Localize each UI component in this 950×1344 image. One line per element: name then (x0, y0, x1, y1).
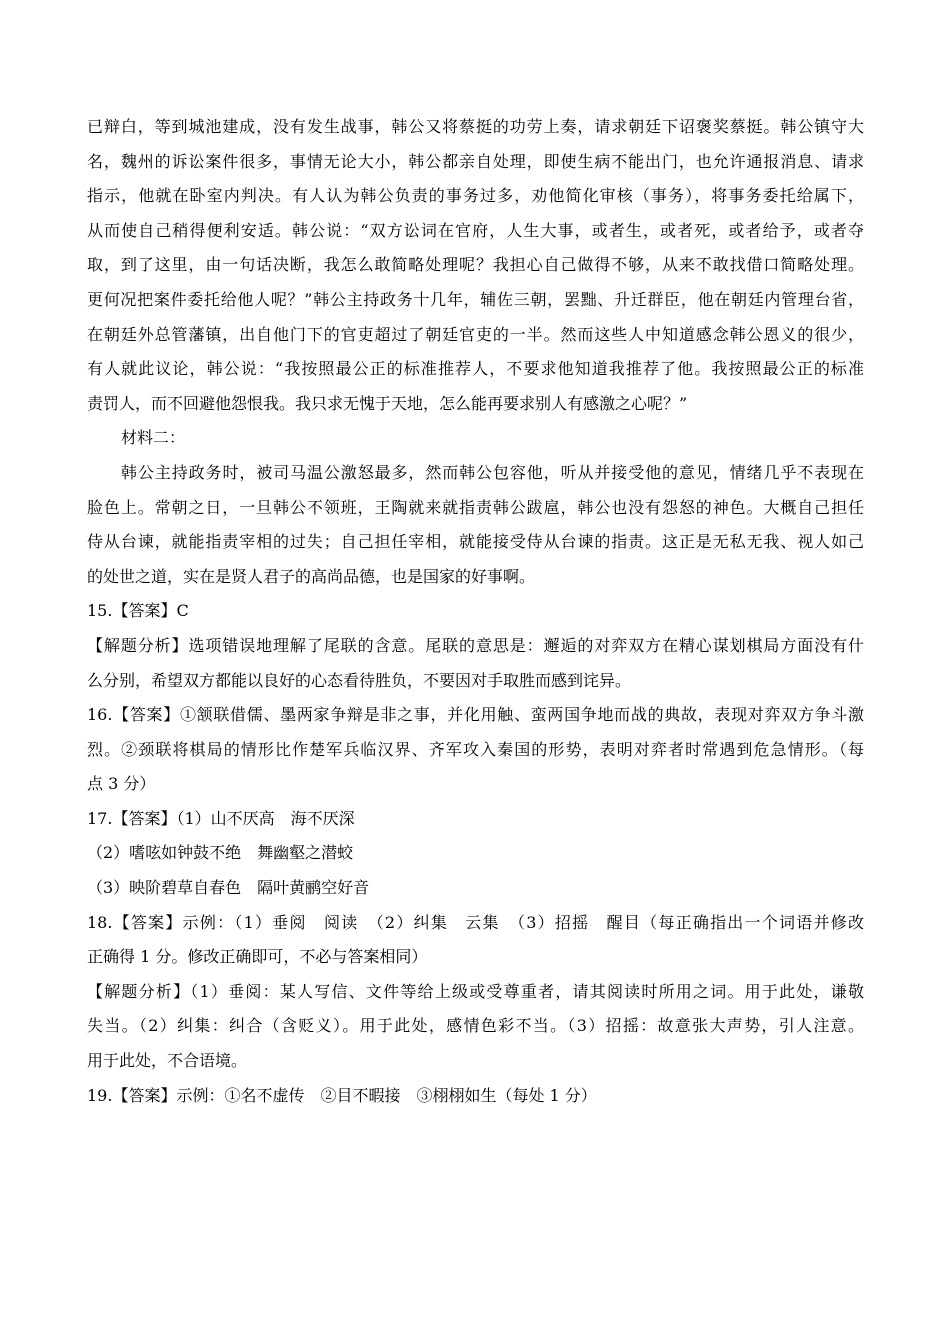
analysis-line: 失当。（2）纠集：纠合（含贬义）。用于此处，感情色彩不当。（3）招摇：故意张大声势，引人注意。 (87, 1016, 864, 1036)
question-17 (87, 802, 864, 906)
answer-item: （2）嗜呟如钟鼓不绝 舞幽壑之潜蛟 (87, 843, 354, 863)
analysis-line: 用于此处，不合语境。 (87, 1051, 248, 1071)
text-line: 更何况把案件委托给他人呢？”韩公主持政务十几年，辅佐三朝，罢黜、升迁群臣，他在朝廷内管理台省， (87, 289, 864, 309)
question-15 (87, 594, 864, 698)
text-line: 名，魏州的诉讼案件很多，事情无论大小，韩公都亲自处理，即使生病不能出门，也允许通报消息、请求 (87, 151, 864, 171)
text-line: 指示，他就在卧室内判决。有人认为韩公负责的事务过多，劝他简化审核（事务），将事务委托给属下， (87, 186, 864, 206)
answer-line: 19.【答案】示例：①名不虚传 ②目不暇接 ③栩栩如生（每处 1 分） (87, 1085, 597, 1105)
material2-section (87, 421, 864, 594)
question-16 (87, 698, 864, 802)
text-line: 取，到了这里，由一句话决断，我怎么敢简略处理呢？我担心自己做得不够，从来不敢找借口简略处理。 (87, 255, 864, 275)
answer-line: 16.【答案】①颔联借儒、墨两家争辩是非之事，并化用触、蛮两国争地而战的典故，表现对弈双方争斗激 (87, 705, 864, 725)
question-18 (87, 906, 864, 1079)
analysis-line: 么分别，希望双方都能以良好的心态看待胜负，不要因对手取胜而感到诧异。 (87, 670, 632, 690)
answer-line: 15.【答案】C (87, 601, 189, 621)
text-line: 脸色上。常朝之日，一旦韩公不领班，王陶就来就指责韩公跋扈，韩公也没有怨怒的神色。大概自己担任 (87, 497, 864, 517)
material2-label: 材料二： (121, 428, 186, 448)
analysis-line: 【解题分析】（1）垂阅：某人写信、文件等给上级或受尊重者，请其阅读时所用之词。用于此处，谦敬 (87, 981, 864, 1001)
answer-line: 点 3 分） (87, 774, 156, 794)
text-line: 有人就此议论，韩公说：“我按照最公正的标准推荐人，不要求他知道我推荐了他。我按照最公正的标准 (87, 359, 864, 379)
answer-line: 17.【答案】（1）山不厌高 海不厌深 (87, 808, 355, 828)
answer-line: 烈。②颈联将棋局的情形比作楚军兵临汉界、齐军攻入秦国的形势，表明对弈者时常遇到危急情形。（每 (87, 739, 864, 759)
question-19 (87, 1079, 864, 1114)
text-line: 在朝廷外总管藩镇，出自他门下的官吏超过了朝廷官吏的一半。然而这些人中知道感念韩公恩义的很少， (87, 324, 864, 344)
text-line: 责罚人，而不回避他怨恨我。我只求无愧于天地，怎么能再要求别人有感激之心呢？” (87, 393, 688, 413)
analysis-line: 【解题分析】选项错误地理解了尾联的含意。尾联的意思是：邂逅的对弈双方在精心谋划棋局方面没有什 (87, 635, 864, 655)
text-line: 侍从台谏，就能指责宰相的过失；自己担任宰相，就能接受侍从台谏的指责。这正是无私无我、视人如己 (87, 532, 864, 552)
text-line: 韩公主持政务时，被司马温公激怒最多，然而韩公包容他，听从并接受他的意见，情绪几乎不表现在 (121, 462, 864, 482)
answer-line: 正确得 1 分。修改正确即可，不必与答案相同） (87, 947, 428, 967)
text-line: 的处世之道，实在是贤人君子的高尚品德，也是国家的好事啊。 (87, 566, 536, 586)
answer-item: （3）映阶碧草自春色 隔叶黄鹂空好音 (87, 878, 370, 898)
text-line: 已辩白，等到城池建成，没有发生战事，韩公又将蔡挺的功劳上奏，请求朝廷下诏褒奖蔡挺。韩公镇守大 (87, 117, 864, 136)
text-line: 从而使自己稍得便利安适。韩公说：“双方讼词在官府，人生大事，或者生，或者死，或者给予，或者夺 (87, 220, 864, 240)
material1-section (87, 110, 864, 421)
answer-line: 18.【答案】示例：（1）垂阅 阅读 （2）纠集 云集 （3）招摇 醒目（每正确指出一个词语并修改 (87, 912, 864, 932)
